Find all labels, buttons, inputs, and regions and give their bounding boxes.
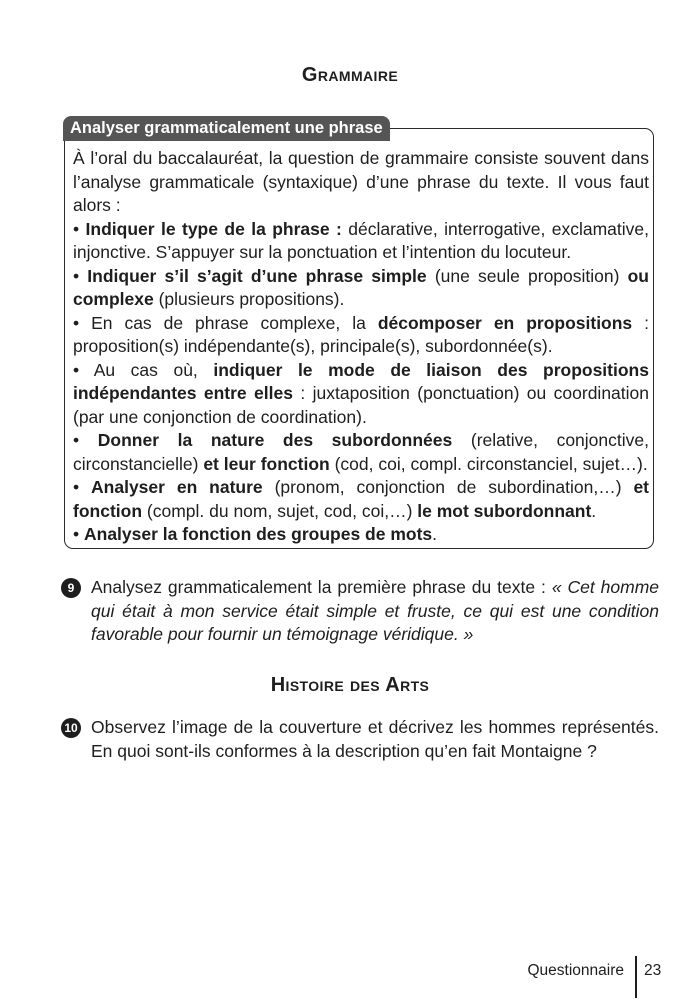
bullet-subordinates: • Donner la nature des subordonnées (relative, conjonctive, circonstancielle) et leur fonction (cod, coi, compl. circonstanciel, sujet…).	[73, 430, 649, 474]
bullet-linking-text: Au cas où,	[93, 359, 214, 380]
bullet-word-groups-text: .	[432, 524, 438, 544]
bullet-subordonnant-bold: le mot subordonnant	[417, 500, 592, 521]
bullet-subordinates-text: (relative, conjonctive, circonstancielle)	[73, 430, 649, 474]
grammar-method-box-title: Analyser grammaticalement une phrase	[63, 116, 390, 141]
page-number: 23	[644, 962, 662, 979]
section-title-histoire-des-arts: Histoire des Arts	[270, 674, 430, 696]
grammar-method-box-text	[73, 147, 649, 547]
bullet-decompose: • En cas de phrase complexe, la décomposer en propositions : proposition(s) indépendante(s), principale(s), subordonnée(s).	[73, 312, 649, 356]
box-intro: À l’oral du baccalauréat, la question de grammaire consiste souvent dans l’analyse grammaticale (syntaxique) d’une phrase du texte. Il vous faut alors :	[73, 148, 649, 215]
footer-divider	[635, 956, 637, 998]
bullet-sentence-type: • Indiquer le type de la phrase : déclarative, interrogative, exclamative, injonctive. S’appuyer sur la ponctuation et l’intention du locuteur.	[73, 218, 650, 262]
bullet-function-text: (cod, coi, compl. circonstanciel, sujet…).	[329, 453, 648, 474]
section-title-grammaire: Grammaire	[301, 64, 399, 86]
bullet-simple-text: (une seule proposition)	[426, 265, 628, 286]
question-9-quote: « Cet homme qui était à mon service était simple et fruste, ce qui est une condition favorable pour fournir un témoignage véridique. »	[91, 577, 660, 644]
bullet-function-bold: et leur fonction	[203, 453, 330, 474]
bullet-simple-complex: • Indiquer s’il s’agit d’une phrase simple (une seule proposition) ou complexe (plusieurs propositions).	[73, 265, 649, 309]
bullet-nature: • Analyser en nature (pronom, conjonction de subordination,…) et fonction (compl. du nom, sujet, cod, coi,…) le mot subordonnant.	[73, 477, 650, 521]
bullet-linking: • Au cas où, indiquer le mode de liaison des propositions indépendantes entre elles : juxtaposition (ponctuation) ou coordination (par une conjonction de coordination).	[73, 359, 649, 427]
bullet-linking-text-2: : juxtaposition (ponctuation) ou coordination (par une conjonction de coordination).	[73, 383, 649, 427]
question-9	[67, 576, 660, 647]
bullet-simple-bold: Indiquer s’il s’agit d’une phrase simple	[87, 265, 427, 286]
question-number-badge: 9	[61, 578, 81, 598]
bullet-decompose-bold: décomposer en propositions	[377, 312, 633, 333]
bullet-fonction-text: (compl. du nom, sujet, cod, coi,…)	[142, 500, 418, 521]
bullet-word-groups: • Analyser la fonction des groupes de mots.	[73, 524, 438, 544]
bullet-complex-text: (plusieurs propositions).	[153, 289, 345, 309]
bullet-sentence-type-text: déclarative, interrogative, exclamative, injonctive. S’appuyer sur la ponctuation et l’intention du locuteur.	[73, 218, 650, 262]
question-number-badge: 10	[61, 718, 81, 738]
question-9-text: Analysez grammaticalement la première phrase du texte :	[91, 577, 552, 597]
bullet-subordinates-bold: Donner la nature des subordonnées	[97, 430, 453, 450]
bullet-nature-text: (pronom, conjonction de subordination,…)	[262, 477, 634, 497]
bullet-fonction-bold: et fonction	[73, 477, 650, 521]
bullet-subordonnant-text: .	[591, 500, 597, 521]
bullet-sentence-type-bold: Indiquer le type de la phrase :	[85, 218, 342, 239]
bullet-nature-bold: Analyser en nature	[91, 477, 263, 497]
bullet-complex-bold: ou complexe	[73, 265, 649, 309]
question-10-text: Observez l’image de la couverture et décrivez les hommes représentés. En quoi sont-ils conformes à la description qu’en fait Montaigne ?	[91, 717, 659, 761]
footer-label: Questionnaire	[527, 962, 624, 979]
question-10	[64, 716, 659, 763]
bullet-word-groups-bold: Analyser la fonction des groupes de mots	[84, 524, 433, 544]
bullet-linking-bold: indiquer le mode de liaison des propositions indépendantes entre elles	[73, 359, 649, 403]
bullet-decompose-text-2: : proposition(s) indépendante(s), principale(s), subordonnée(s).	[73, 312, 649, 356]
bullet-decompose-text: En cas de phrase complexe, la	[91, 312, 378, 333]
